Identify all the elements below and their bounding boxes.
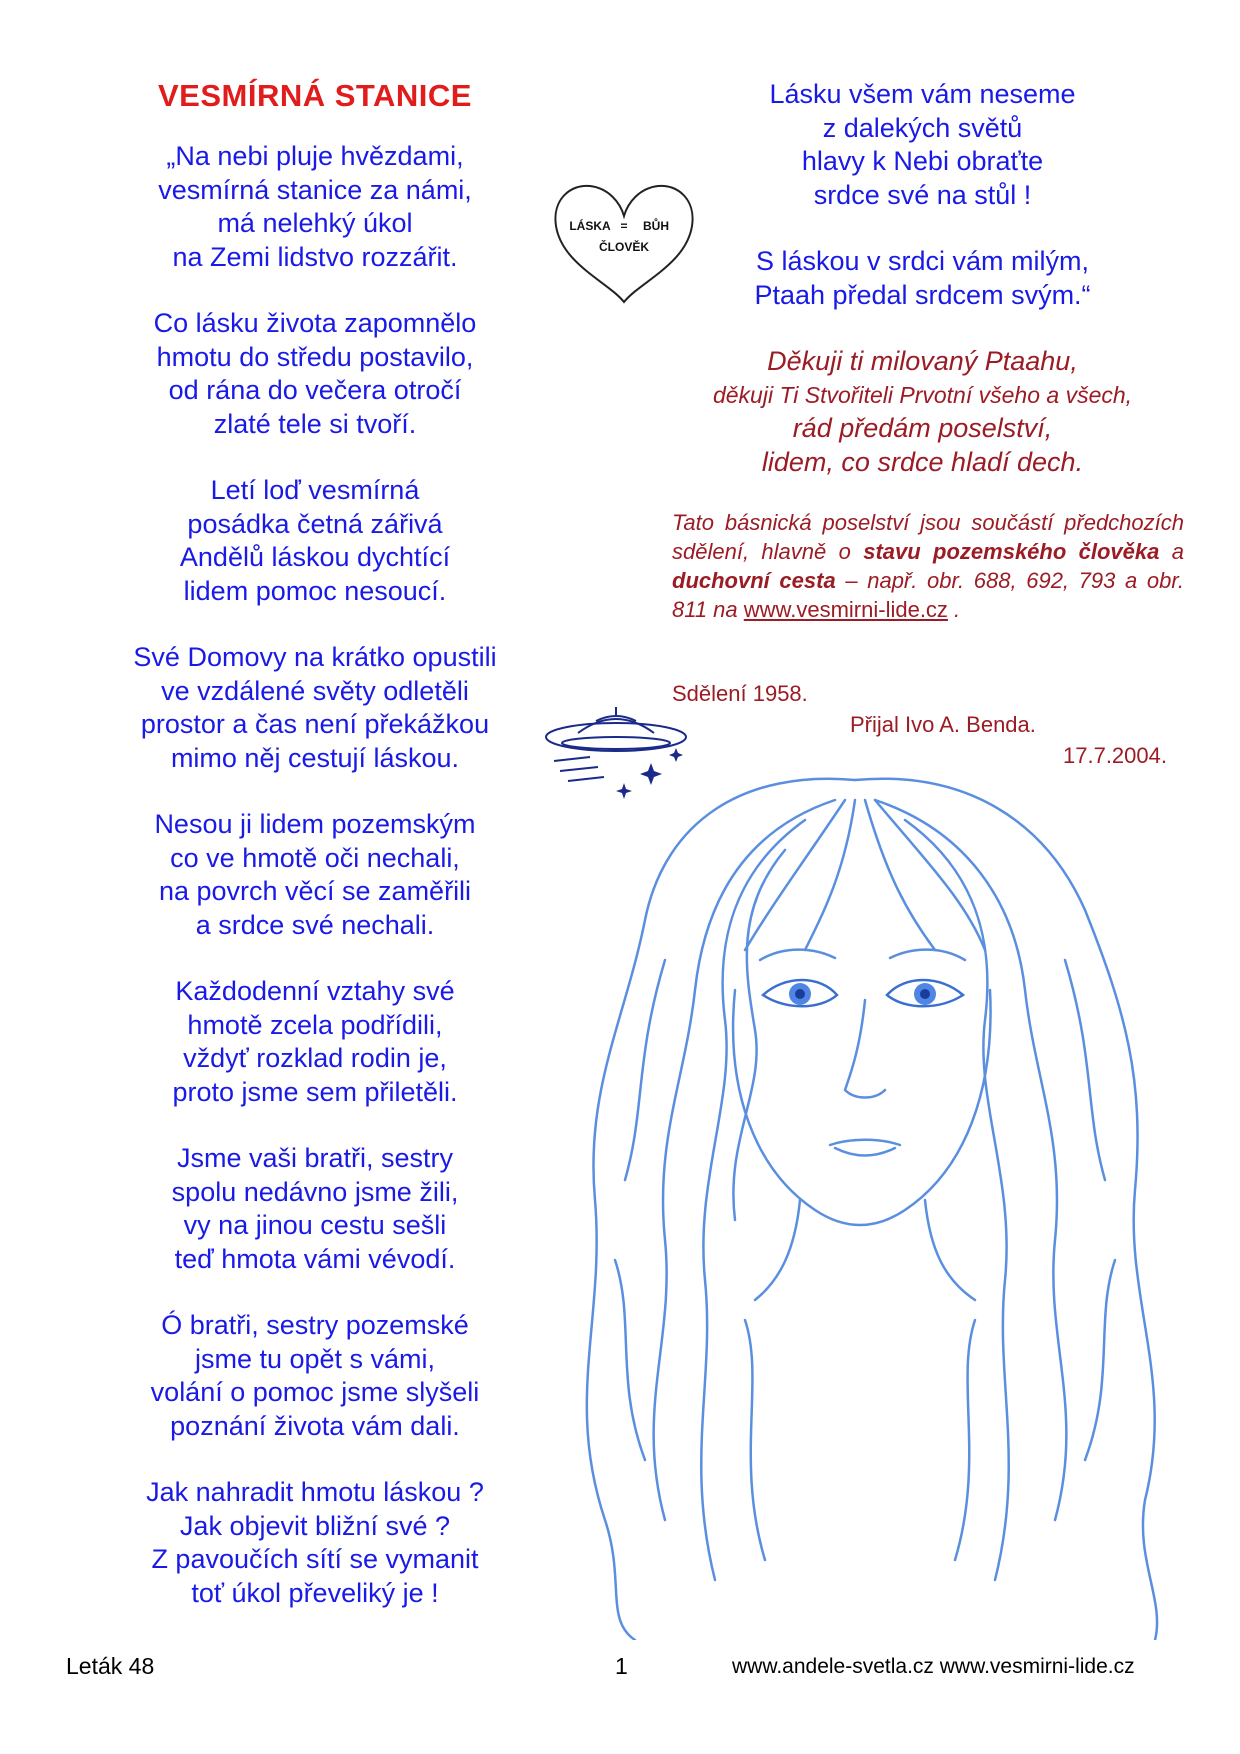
right-column	[655, 78, 1190, 479]
poem-line: Letí loď vesmírná	[210, 475, 420, 505]
poem-line: Jak nahradit hmotu láskou ?	[146, 1477, 484, 1507]
poem-line: mimo něj cestují láskou.	[170, 742, 460, 773]
poem-line: co ve hmotě oči nechali,	[170, 842, 460, 873]
note-text: a	[1159, 539, 1184, 564]
poem-line: z dalekých světů	[822, 112, 1023, 143]
poem-line: „Na nebi pluje hvězdami,	[166, 141, 464, 171]
poem-line: vždyť rozklad rodin je,	[183, 1043, 447, 1073]
poem-line: Andělů láskou dychtící	[179, 542, 451, 572]
stanza	[90, 140, 540, 274]
date: 17.7.2004.	[1063, 743, 1167, 768]
poem-line: jsme tu opět s vámi,	[194, 1343, 436, 1374]
poem-line: toť úkol převeliký je !	[191, 1577, 439, 1608]
poem-line: Co lásku života zapomnělo	[153, 308, 477, 338]
note-text: – např. obr. 688, 692, 793 a obr. 811 na	[672, 568, 1185, 622]
stanza	[90, 474, 540, 608]
poem-line: zlaté tele si tvoří.	[213, 408, 417, 439]
poem-line: Ó bratři, sestry pozemské	[161, 1310, 469, 1340]
note-bold: duchovní cesta	[672, 568, 836, 593]
heart-text-bottom: ČLOVĚK	[598, 240, 650, 254]
note-bold: stavu pozemského člověka	[863, 539, 1160, 564]
poem-line: hmotě zcela podřídili,	[187, 1009, 443, 1040]
poem-line: srdce své na stůl !	[813, 179, 1032, 210]
thanks-line: rád předám poselství,	[792, 413, 1053, 443]
poem-line: volání o pomoc jsme slyšeli	[150, 1377, 480, 1407]
thanks-block	[655, 345, 1190, 479]
source-note	[672, 508, 1184, 624]
right-stanza	[655, 245, 1190, 312]
poem-line: Jsme vaši bratři, sestry	[176, 1143, 454, 1173]
poem-line: na povrch věcí se zaměřili	[158, 876, 472, 906]
poem-line: posádka četná zářivá	[187, 508, 443, 539]
stanza	[90, 1142, 540, 1276]
stanza	[90, 1309, 540, 1443]
poem-line: vesmírná stanice za námi,	[158, 174, 472, 205]
poem-line: hlavy k Nebi obraťte	[801, 146, 1044, 176]
poem-line: Z pavoučích sítí se vymanit	[151, 1544, 479, 1574]
right-stanza	[655, 78, 1190, 212]
stanza	[90, 808, 540, 942]
leaflet-number: Leták 48	[66, 1653, 155, 1679]
thanks-line: děkuji Ti Stvořiteli Prvotní všeho a všech,	[712, 381, 1133, 408]
poem-line: poznání života vám dali.	[170, 1410, 460, 1441]
poem-line: Jak objevit bližní své ?	[179, 1510, 451, 1541]
footer-websites: www.andele-svetla.cz www.vesmirni-lide.cz	[732, 1655, 1135, 1678]
received-by: Přijal Ivo A. Benda.	[850, 712, 1036, 737]
poem-line: spolu nedávno jsme žili,	[171, 1176, 459, 1207]
message-number: Sdělení 1958.	[672, 681, 808, 706]
poem-column	[90, 78, 540, 1643]
poem-line: teď hmota vámi vévodí.	[174, 1243, 456, 1274]
woman-portrait-illustration	[545, 760, 1195, 1640]
note-text: .	[947, 597, 961, 622]
stanza	[90, 641, 540, 775]
website-link[interactable]: www.vesmirni-lide.cz	[743, 597, 948, 622]
poem-line: od rána do večera otročí	[168, 375, 462, 405]
poem-line: Ptaah předal srdcem svým.“	[754, 279, 1091, 310]
poem-line: Každodenní vztahy své	[175, 976, 455, 1006]
note-text: Tato básnická poselství jsou součástí předchozích sdělení, hlavně o	[672, 510, 1184, 564]
thanks-line: lidem, co srdce hladí dech.	[761, 446, 1084, 477]
poem-line: Lásku všem vám neseme	[769, 79, 1076, 109]
poem-line: S láskou v srdci vám milým,	[755, 246, 1090, 276]
thanks-line: Děkuji ti milovaný Ptaahu,	[767, 346, 1078, 376]
poem-line: prostor a čas není překážkou	[140, 709, 490, 739]
poem-line: má nelehký úkol	[217, 208, 413, 238]
poem-line: a srdce své nechali.	[195, 909, 435, 940]
page-number: 1	[615, 1653, 628, 1679]
heart-text-right: BŮH	[643, 219, 669, 233]
poem-title: VESMÍRNÁ STANICE	[157, 78, 472, 113]
stanza	[90, 975, 540, 1109]
poem-line: Nesou ji lidem pozemským	[154, 809, 476, 839]
stanza	[90, 307, 540, 441]
poem-line: hmotu do středu postavilo,	[156, 341, 474, 372]
poem-line: na Zemi lidstvo rozzářit.	[172, 241, 458, 272]
poem-line: vy na jinou cestu sešli	[183, 1210, 447, 1240]
poem-line: Své Domovy na krátko opustili	[133, 642, 497, 672]
heart-text-left: LÁSKA	[569, 219, 611, 233]
poem-line: ve vzdálené světy odletěli	[161, 675, 469, 706]
heart-text-eq: =	[620, 219, 628, 233]
poem-line: lidem pomoc nesoucí.	[183, 575, 447, 606]
stanza	[90, 1476, 540, 1610]
poem-line: proto jsme sem přiletěli.	[172, 1076, 458, 1107]
